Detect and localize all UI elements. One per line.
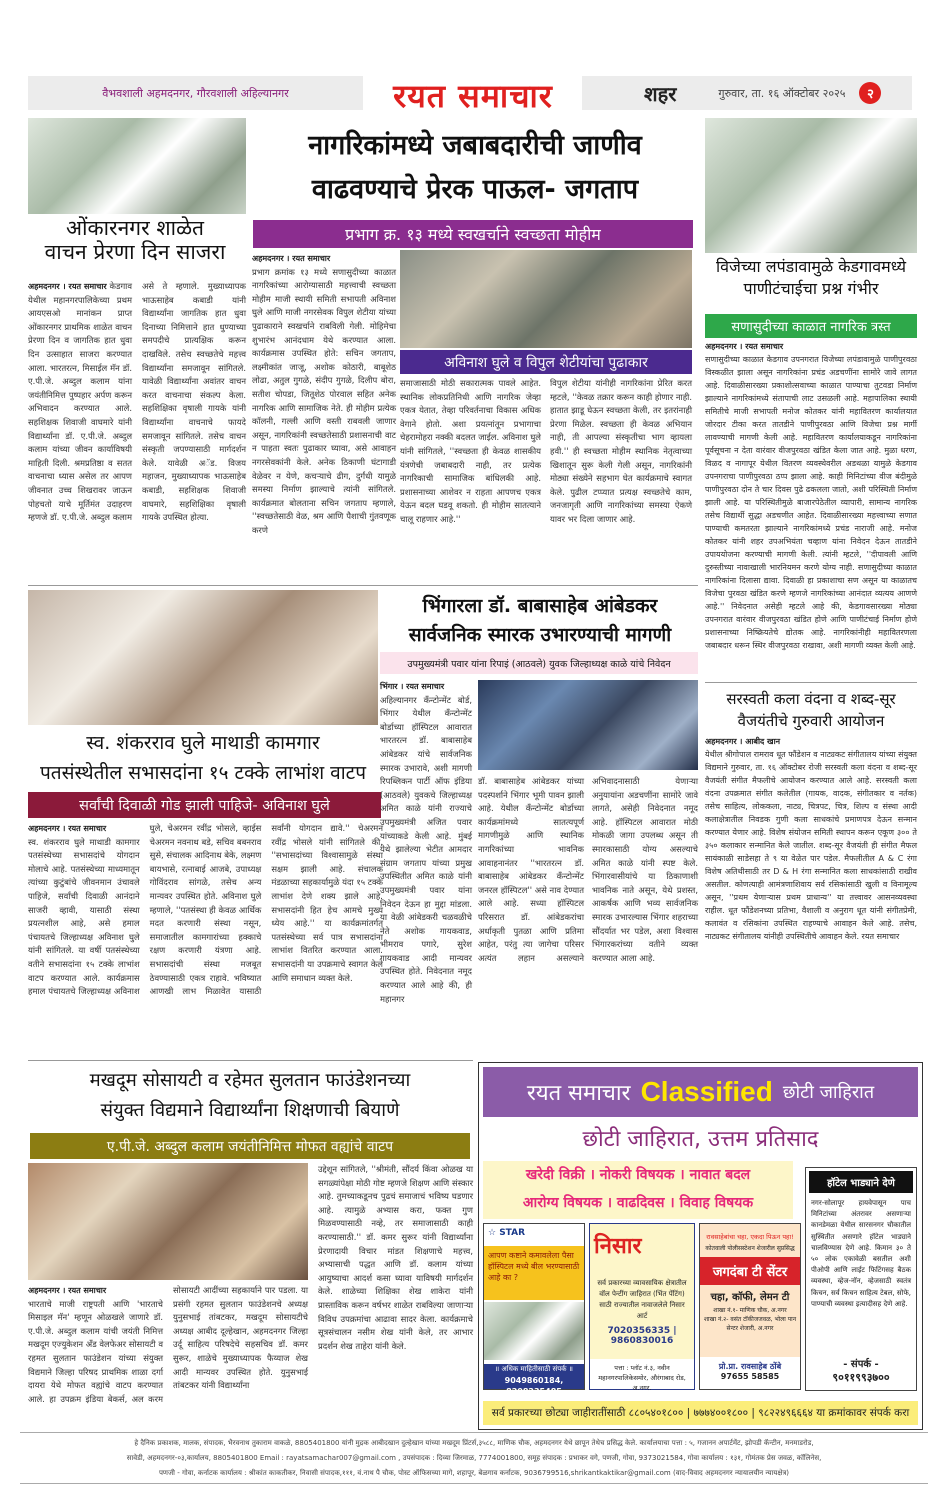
power-story-byline: अहमदनगर । रयत समाचार xyxy=(705,342,784,351)
nisar-text: सर्व प्रकारच्या व्यावसायिक क्षेत्रातील वॉल पेन्टींग जाहिरात (भिंत पेंटिंग) साठी राज्यातील नावाजलेले निसार आर्ट xyxy=(597,1279,687,1320)
classified-header xyxy=(483,1067,918,1117)
power-story-body xyxy=(705,340,917,678)
education-story-body-left xyxy=(28,1284,308,1424)
imprint-footer xyxy=(20,1432,928,1484)
ambedkar-headline-line2: सार्वजनिक स्मारक उभारण्याची मागणी xyxy=(408,624,672,646)
classified-suffix: छोटी जाहिरात xyxy=(782,1082,875,1103)
star-health-ad xyxy=(483,1223,585,1396)
education-story-byline: अहमदनगर । रयत समाचार xyxy=(28,1286,107,1295)
footer-line3: पणजी - गोवा, कर्नाटक कार्यालय : श्रीकांत काकतीकर, निवासी संपादक,१११, वं.नाथ पै चौक, पोस्ट ऑफिसच्या मागे, शहापूर, बेळगाव कर्नाटक, 9036799516,shrikantkaktikar@gmail.com (वाद-विवाद अहमदनगर न्यायालयीन न्यायक्षेत्र) xyxy=(158,1469,790,1477)
lead-story-subhead: प्रभाग क्र. १३ मध्ये स्वखर्चाने स्वच्छता मोहीम xyxy=(253,220,693,248)
lead-photo-caption: अविनाश घुले व विपुल शेटीयांचा पुढाकार xyxy=(400,350,692,374)
ambedkar-story-text-intro: अहिल्यानगर कँन्टोन्मेंट बोर्ड, भिंगार येथील कँन्टोन्मेंट बोर्डाच्या हॉस्पिटल आवारात भारतरत्न डॉ. बाबासाहेब आंबेडकर यांचे सार्वजनिक स्मारक उभारावे, अशी मागणी रिपब्लिकन पार्टी ऑफ इंडिया (आठवले) युवकचे जिल्हाध्यक्ष अमित काळे यांनी राज्याचे उपमुख्यमंत्री अजित पवार यांच्याकडे केली आहे. मुंबई येथे झालेल्या भेटीत आमदार संग्राम जगताप यांच्या प्रमुख उपस्थितीत अमित काळे यांनी उपमुख्यमंत्री पवार यांना निवेदन देऊन हा मुद्दा मांडला. या वेळी आंबेडकरी चळवळीचे नेते अशोक गायकवाड, भीमराव पगारे, सुरेश गायकवाड आदी मान्यवर उपस्थित होते. निवेदनात नमूद करण्यात आले आहे की, ही महानगर xyxy=(380,694,472,1004)
jagdamba-top-line: रावसाहेबांचा चहा, एकदा पिऊन पहा! xyxy=(706,1233,794,1241)
lead-headline-line2: वाढवण्याचे प्रेरक पाऊल- जगताप xyxy=(311,174,639,205)
jagdamba-owner: प्रो.प्रा. रावसाहेब ठोंबे xyxy=(718,1362,782,1371)
hotel-ad-title: हॉटेल भाड्याने देणे xyxy=(809,1171,913,1193)
nisar-art-ad xyxy=(589,1223,695,1390)
star-brand: STAR xyxy=(499,1228,526,1238)
divider xyxy=(28,585,698,586)
nisar-brand: निसार xyxy=(594,1234,642,1259)
arts-headline-line2: वैजयंतीचे गुरुवारी आयोजन xyxy=(737,712,885,730)
jagdamba-products: चहा, कॉफी, लेमन टी xyxy=(710,1292,790,1303)
school-story-headline xyxy=(22,216,248,264)
jagdamba-branch2: शाखा नं.२- वसंत टॉकीजजवळ, भोला पान सेन्टर शेजारी, अ.नगर xyxy=(703,1316,797,1332)
education-headline-line2: संयुक्त विद्यमाने विद्यार्थ्यांना शिक्षणाची बियाणे xyxy=(100,1100,400,1121)
category-marriage: विवाह विषयक xyxy=(679,1195,754,1211)
cleanliness-drive-photo xyxy=(400,250,692,348)
lead-story-col1 xyxy=(252,252,396,587)
mathadi-headline-line1: स्व. शंकरराव घुले माथाडी कामगार xyxy=(86,732,320,754)
star-health-contact xyxy=(484,1364,584,1396)
divider xyxy=(28,1060,473,1061)
education-story-subhead: ए.पी.जे. अब्दुल कलाम जयंतीनिमित्त मोफत वह्यांचे वाटप xyxy=(30,1133,470,1159)
notebook-distribution-photo xyxy=(28,1163,308,1280)
category-row-1: खरेदी विक्री । नोकरी विषयक । नावात बदल xyxy=(525,1167,751,1183)
lead-story-col2: समाजासाठी मोठी सकारात्मक पावले आहेत. स्थानिक लोकप्रतिनिधी आणि नागरिक जेव्हा एकत्र येतात, तेव्हा परिवर्तनाचा विकास अधिक वेगाने होतो. अशा प्रयत्नांतून प्रभागाचा चेहरामोहरा नक्की बदलत जाईल. अविनाश घुले यांनी सांगितले, ''स्वच्छता ही केवळ शासकीय यंत्रणेची जबाबदारी नाही, तर प्रत्येक नागरिकाची सामाजिक बांधिलकी आहे. प्रशासनाच्या आशेवर न राहता आपणच एकत्र येऊन बदल घडवू शकतो. ही मोहीम सातत्याने चालू राहणार आहे.'' xyxy=(400,378,541,524)
hotel-contact-label: - संपर्क - xyxy=(843,1359,879,1370)
hotel-rent-ad xyxy=(805,1167,917,1391)
lead-headline-line1: नागरिकांमध्ये जबाबदारीची जाणीव xyxy=(308,130,642,161)
category-buy-sell: खरेदी विक्री xyxy=(525,1167,585,1183)
power-memorandum-photo xyxy=(705,118,917,253)
lead-story-col3: विपुल शेटीया यांनीही नागरिकांना प्रेरित करत म्हटले, ''केवळ तक्रार करून काही होणार नाही. हातात झाडू घेऊन स्वच्छता केली, तर इतरांनाही प्रेरणा मिळेल. स्वच्छता ही केवळ अभियान नाही, ती आपल्या संस्कृतीचा भाग व्हायला हवी.'' ही स्वच्छता मोहीम स्थानिक नेतृत्वाच्या खिशातून सुरू केली गेली असून, नागरिकांनी मोठ्या संख्येने सहभाग घेत कार्यक्रमाचे स्वागत केले. पुढील टप्प्यात प्रत्यक्ष स्वच्छतेचे काम, जनजागृती आणि नागरिकांच्या समस्या ऐकणे यावर भर दिला जाणार आहे. xyxy=(550,378,692,524)
mathadi-story-byline: अहमदनगर । रयत समाचार xyxy=(28,824,107,833)
classified-section xyxy=(478,1062,923,1430)
hotel-phone: ९०११९९३७०० xyxy=(832,1371,890,1384)
section-name: शहर xyxy=(644,81,677,106)
masthead-right xyxy=(582,76,912,110)
lead-story-headline xyxy=(250,124,700,212)
star-phones: 9049860184, 8208235485 xyxy=(504,1376,564,1396)
masthead-tagline: वैभवशाली अहमदनगर, गौरवशाली अहिल्यानगर xyxy=(28,76,363,110)
star-health-logo: ☆ STAR xyxy=(488,1228,526,1238)
arts-headline-line1: सरस्वती कला वंदना व शब्द-सूर xyxy=(726,690,896,708)
doctor-photo xyxy=(484,1302,584,1360)
footer-line1: हे दैनिक प्रकाशक, मालक, संपादक, भैरवनाथ तुकाराम वाकळे, 8805401800 यांनी मुद्रक आबीदखान दुल्हेखान यांच्या मखदूम प्रिंटर्स,३५८८, माणिक चौक, अहमदनगर येथे छापून तेथेच प्रसिद्ध केले. कार्यालयाचा पत्ता : ५, गजानन अपार्टमेंट, झोपडी कॅन्टीन, मनमाडरोड, xyxy=(134,1439,814,1447)
mathadi-story-text: स्व. शंकरराव घुले माथाडी कामगार पतसंस्थेच्या सभासदांचे योगदान मोलाचे आहे. पतसंस्थेच्या माध्यमातून त्यांच्या कुटुंबांचे जीवनमान उंचावले पाहिजे, सर्वांची दिवाळी आनंदाने साजरी व्हावी, यासाठी संस्था प्रयत्नशील आहे, असे हमाल पंचायतचे जिल्हाध्यक्ष अविनाश घुले यांनी सांगितले. या वर्षी पतसंस्थेच्या वतीने सभासदांना १५ टक्के लाभांश वाटप करण्यात आले. कार्यक्रमास हमाल पंचायतचे जिल्हाध्यक्ष अविनाश घुले, चेअरमन रवींद्र भोसले, व्हाईस चेअरमन नवनाथ बडे, सचिव बबनराव सुसे, संचालक आदिनाथ बेके, लक्ष्मण बायभासे, रत्नाबाई आजबे, उपाध्यक्ष गोविंदराव सांगळे, तसेच अन्य मान्यवर उपस्थित होते. अविनाश घुले म्हणाले, ''पतसंस्था ही केवळ आर्थिक मदत करणारी संस्था नसून, समाजातील कामगारांच्या हक्काचे रक्षण करणारी यंत्रणा आहे. सभासदांची संस्था मजबूत ठेवण्यासाठी एकत्र राहावे. भविष्यात आणखी लाभ मिळावेत यासाठी सर्वांनी योगदान द्यावे.'' चेअरमन रवींद्र भोसले यांनी सांगितले की, ''सभासदांच्या विश्वासामुळे संस्था सक्षम झाली आहे. संचालक मंडळाच्या सहकार्यामुळे यंदा १५ टक्के लाभांश देणे शक्य झाले आहे. सभासदांनी हित हेच आमचे मुख्य ध्येय आहे.'' या कार्यक्रमांतर्गत पतसंस्थेच्या सर्व पात्र सभासदांना लाभांश वितरित करण्यात आला. सभासदांनी या उपक्रमाचे स्वागत केले आणि समाधान व्यक्त केले. xyxy=(28,823,383,997)
education-story-text-col1: भारताचे माजी राष्ट्रपती आणि 'भारताचे मिसाइल मॅन' म्हणून ओळखले जाणारे डॉ. ए.पी.जे. अब्दुल कलाम यांची जयंती निमित्त मखदूम एज्युकेशन अँड वेलफेअर सोसायटी व रहमत सुलतान फाउंडेशन यांच्या संयुक्त विद्यमाने जिल्हा परिषद प्राथमिक शाळा दर्गा दायरा येथे मोफत वह्यांचे वाटप करण्यात आले. हा उपक्रम इंडिया बेकर्स, अल करम सोसायटी आदींच्या सहकार्याने पार पडला. या प्रसंगी रहमत सुलतान फाउंडेशनचे अध्यक्ष युनुसभाई तांबटकर, मखदूम सोसायटीचे अध्यक्ष आबीद दूल्हेखान, अहमदनगर जिल्हा उर्दू साहित्य परिषदेचे सहसचिव डॉ. कमर सुरूर, शाळेचे मुख्याध्यापक फैय्याज शेख आदी मान्यवर उपस्थित होते. युनुसभाई तांबटकर यांनी विद्यार्थ्यांना xyxy=(28,1285,308,1404)
jagdamba-brand: जगदंबा टी सेंटर xyxy=(700,1257,800,1285)
school-headline-line2: वाचन प्रेरणा दिन साजरा xyxy=(44,240,226,265)
school-reading-photo xyxy=(28,118,246,214)
jagdamba-sub-line: कोतवाली पोलीसस्टेशन शेजारील सुप्रसिद्ध xyxy=(705,1245,795,1252)
ambedkar-headline-line1: भिंगारला डॉ. बाबासाहेब आंबेडकर xyxy=(422,595,658,617)
page-number-badge: २ xyxy=(859,82,881,104)
power-story-text: सणासुदीच्या काळात केडगाव उपनगरात विजेच्या लपंडावामुळे पाणीपुरवठा विस्कळीत झाला असून नागरिकांना प्रचंड अडचणींना सामोरे जावे लागत आहे. दिवाळीसारख्या प्रकाशोत्सवाच्या काळात पाण्याचा तुटवडा निर्माण झाल्याने नागरिकांमध्ये संतापाची लाट उसळली आहे. महापालिका स्थायी समितीचे माजी सभापती मनोज कोतकर यांनी महावितरण कार्यालयात जोरदार टीका करत तातडीने पाणीपुरवठा आणि विजेचा प्रश्न मार्गी लावण्याची मागणी केली आहे. महावितरण कार्यालयाकडून नागरिकांना पूर्वसूचना न देता वारंवार वीजपुरवठा खंडित केला जात आहे. मुळा धरण, विळद व नागापूर येथील वितरण व्यवस्थेवरील अडथळा यामुळे केडगाव उपनगराचा पाणीपुरवठा ठप्प झाला आहे. काही मिनिटांच्या वीज बंदीमुळे पाणीपुरवठा दोन ते चार दिवस पुढे ढकलला जातो, अशी परिस्थिती निर्माण झाली आहे. या परिस्थितीमुळे बाजारपेठेतील व्यापारी, सामान्य नागरिक तसेच विद्यार्थी सुद्धा अडचणीत आहेत. दिवाळीसारख्या महत्त्वाच्या सणात पाण्याची कमतरता झाल्याने नागरिकांमध्ये प्रचंड नाराजी आहे. मनोज कोतकर यांनी शहर उपअभियंता चव्हाण यांना निवेदन देऊन तातडीने उपाययोजना करण्याची मागणी केली. त्यांनी म्हटले, ''दीपावली आणि दुरुस्तीच्या नावाखाली भारनियमन करणे योग्य नाही. सणासुदीच्या काळात नागरिकांना दिलासा द्यावा. दिवाळी हा प्रकाशाचा सण असून या काळातच विजेचा पुरवठा खंडित करणे म्हणजे नागरिकांच्या आनंदात व्यत्यय आणणे आहे.'' निवेदनात असेही म्हटले आहे की, केडगावसारख्या मोठ्या उपनगरात वारंवार वीजपुरवठा खंडित होणे आणि पाणीटंचाई निर्माण होणे प्रशासनाच्या निष्क्रियतेचे द्योतक आहे. नागरिकांनीही महावितरणला जबाबदार धरून स्थिर वीजपुरवठा राखावा, अशी मागणी व्यक्त केली आहे. xyxy=(705,355,917,650)
classified-categories xyxy=(483,1161,793,1219)
star-contact-label: ॥ अधिक माहितीसाठी संपर्क ॥ xyxy=(495,1365,573,1373)
power-headline-line1: विजेच्या लपंडावामुळे केडगावमध्ये xyxy=(715,257,906,276)
mathadi-story-subhead: सर्वांची दिवाळी गोड झाली पाहिजे- अविनाश घुले xyxy=(28,792,381,818)
arts-story-body xyxy=(705,735,917,1057)
footer-line2: सावेडी, अहमदनगर-०३,कार्यालय, 8805401800 Email : rayatsamachar007@gmail.com , उपसंपादक : दिव्या जिरमाळ, 7774001800, समूह संपादक : प्रभाकर वगे, पणजी, गोवा, 9373021584, गोवा कार्यालय : १३१, गोमंतक प्रेस जवळ, कॉलिनेस, xyxy=(126,1454,822,1462)
classified-english-title: Classified xyxy=(640,1076,773,1107)
dividend-ceremony-photo xyxy=(28,590,378,725)
arts-story-byline: अहमदनगर । आबीद खान xyxy=(705,737,781,746)
ambedkar-story-subhead: उपमुख्यमंत्री पवार यांना रिपाइं (आठवले) युवक जिल्हाध्यक्ष काळे यांचे निवेदन xyxy=(380,652,698,674)
education-story-headline xyxy=(20,1066,480,1126)
mathadi-headline-line2: पतसंस्थेतील सभासदांना १५ टक्के लाभांश वाटप xyxy=(39,762,367,784)
arts-story-headline xyxy=(700,688,922,732)
classified-contact-bar: सर्व प्रकारच्या छोट्या जाहीरातींसाठी ८८०५४०१८०० | ७७७४००१८०० | ९८२२४९६६६४ या क्रमांकावर संपर्क करा xyxy=(483,1401,918,1425)
jagdamba-branch1: शाखा नं.१- माणिक चौक, अ.नगर xyxy=(713,1307,787,1314)
school-headline-line1: ओंकारनगर शाळेत xyxy=(65,216,204,240)
nisar-logo xyxy=(590,1224,694,1278)
category-birthday: वाढदिवस xyxy=(616,1195,665,1211)
jagdamba-contact xyxy=(700,1357,800,1389)
star-health-text: आपण कष्टाने कमावलेला पैसा हॉस्पिटल मध्ये बील भरण्यासाठी आहे का ? xyxy=(484,1246,584,1300)
arts-story-text: येथील श्रीगोपाल रामराव धूत फौंडेशन व नाट्यकट संगीतालय यांच्या संयुक्त विद्यमाने गुरुवार, ता. १६ ऑक्टोबर रोजी सरस्वती कला वंदना व शब्द-सूर वैजयंती संगीत मैफलीचे आयोजन करण्यात आले आहे. सरस्वती कला वंदना उपक्रमात संगीत कलेतील (गायक, वादक, संगीतकार व नर्तक) तसेच साहित्य, लोककला, नाट्य, चित्रपट, चित्र, शिल्प व संस्था आदी कलाक्षेत्रातील निवडक गुणी कला साधकांचे प्रमाणपत्र देऊन सन्मान करण्यात येणार आहे. विशेष संयोजन समिती स्थापन करून एकूण ३०० ते ३५० कलाकार सन्मानित केले जातील. शब्द-सूर वैजयंती ही संगीत मैफल सायंकाळी साडेसहा ते ९ या वेळेत पार पडेल. मैफलीतील A & C रंगा विशेष अतिथीसाठी तर D & H रंगा सन्मानित कला साधकांसाठी राखीव असतील. कोणत्याही आमंत्रणाशिवाय सर्व रसिकांसाठी खुली व विनामूल्य असून, ''प्रथम येणाऱ्यास प्रथम प्राधान्य'' या तत्त्वावर आसनव्यवस्था राहील. धूत फौंडेशनच्या प्रतिभा, वैशाली व अनुराग धूत यांनी संगीतप्रेमी, कलावंत व रसिकांना उपस्थित राहण्याचे आवाहन केले आहे. तसेच, नाट्यकट संगीतालय यांनीही उपस्थितीचे आवाहन केले. रयत समाचार xyxy=(705,750,917,941)
ambedkar-story-body: डॉ. बाबासाहेब आंबेडकर यांच्या पदस्पर्शाने भिंगार भूमी पावन झाली आहे. येथील कँन्टोन्मेंट बोर्डाच्या कार्यक्रमांमध्ये सातत्यपूर्ण मागणीमुळे आणि स्थानिक नागरिकांच्या भावनिक आवाहनानंतर ''भारतरत्न डॉ. बाबासाहेब आंबेडकर कँन्टोन्मेंट जनरल हॉस्पिटल'' असे नाव देण्यात आले आहे. सध्या हॉस्पिटल परिसरात डॉ. आंबेडकरांचा अर्धाकृती पुतळा आणि प्रतिमा आहेत, परंतु त्या जागेचा परिसर अत्यंत लहान असल्याने अभिवादनासाठी येणाऱ्या अनुयायांना अडचणींना सामोरे जावे लागते, असेही निवेदनात नमूद आहे. हॉस्पिटल आवारात मोठी मोकळी जागा उपलब्ध असून ती स्मारकासाठी योग्य असल्याचे अमित काळे यांनी स्पष्ट केले. भिंगारवासीयांचे या ठिकाणाशी भावनिक नाते असून, येथे प्रशस्त, आकर्षक आणि भव्य सार्वजनिक स्मारक उभारल्यास भिंगार शहराच्या सौंदर्यात भर पडेल, अशा विश्वास भिंगारकरांच्या वतीने व्यक्त करण्यात आला आहे. xyxy=(478,776,698,963)
category-health: आरोग्य विषयक xyxy=(522,1195,602,1211)
mathadi-story-headline xyxy=(22,728,384,788)
classified-brand: रयत समाचार xyxy=(526,1081,631,1106)
power-story-headline xyxy=(700,256,922,300)
school-story-body xyxy=(28,280,246,580)
lead-story-byline: अहमदनगर । रयत समाचार xyxy=(252,254,331,263)
memorandum-submission-photo xyxy=(478,680,698,770)
hotel-ad-text: नगर-सोलापूर हायवेपासून पाच मिनिटांच्या अंतरावर असणाऱ्या कानडेमळा येथील सारसनगर चौकातील सुस्थितीत असणारे हॉटेल भाड्याने चालविण्यास देणे आहे. किमान ३० ते ५० लोक एकावेळी बसतील अशी पीओपी आणि लाईट फिटिंगसह बैठक व्यवस्था, व्हेज-नॉन, व्हेजसाठी स्वतंत्र किचन, सर्व किचन साहित्य टेबल, सोफे, पाण्याची व्यवस्था इत्यादीसह देणे आहे. xyxy=(811,1199,911,1308)
ambedkar-story-byline: भिंगार । रयत समाचार xyxy=(380,682,445,691)
jagdamba-phone: 97655 58585 xyxy=(720,1372,780,1381)
nisar-phones: 7020356335 | 9860830016 xyxy=(607,1326,677,1346)
classified-tagline: छोटी जाहिरात, उत्तम प्रतिसाद xyxy=(582,1127,819,1152)
mathadi-story-body xyxy=(28,822,383,1054)
power-headline-line2: पाणीटंचाईचा प्रश्न गंभीर xyxy=(743,279,879,298)
jagdamba-tea-ad xyxy=(699,1223,801,1390)
lead-story-text-col1: प्रभाग क्रमांक १३ मध्ये सणासुदीच्या काळात नागरिकांच्या आरोग्यासाठी महत्त्वाची स्वच्छता मोहीम माजी स्थायी समिती सभापती अविनाश घुले आणि माजी नगरसेवक विपुल शेटीया यांच्या पुढाकाराने स्वखर्चाने राबविली गेली. मोहिमेचा शुभारंभ आनंदधाम येथे करण्यात आला. कार्यक्रमास उपस्थित होते: सचिन जगताप, लक्ष्मीकांत जाजू, अशोक कोठारी, बाबूशेठ लोढा, अतुल गुगळे, संदीप गुगळे, दिलीप बोरा, सतीश चोपडा, जितूशेठ पोरवाल सहित अनेक नागरिक आणि सामाजिक नेते. ही मोहीम प्रत्येक कॉलनी, गल्ली आणि वस्ती राबवली जाणार असून, नागरिकांनी स्वच्छतेसाठी प्रशासनाची वाट न पाहता स्वतः पुढाकार घ्यावा, असे आवाहन नगरसेवकांनी केले. अनेक ठिकाणी घंटागाडी वेळेवर न येणे, कचऱ्याचे ढीग, दुर्गंधी यामुळे समस्या निर्माण झाल्याचे त्यांनी सांगितले. कार्यक्रमात बोलताना सचिन जगताप म्हणाले, ''स्वच्छतेसाठी वेळ, श्रम आणि पैशाची गुंतवणूक करणे xyxy=(252,266,396,535)
category-name-change: नावात बदल xyxy=(689,1167,751,1183)
divider xyxy=(705,682,917,683)
category-row-2: आरोग्य विषयक । वाढदिवस । विवाह विषयक xyxy=(522,1195,754,1211)
ambedkar-story-headline xyxy=(380,592,700,650)
education-headline-line1: मखदूम सोसायटी व रहेमत सुलतान फाउंडेशनच्या xyxy=(89,1070,411,1091)
ambedkar-story-intro xyxy=(380,680,472,1056)
newspaper-title: रयत समाचार xyxy=(393,76,553,115)
power-story-subhead: सणासुदीच्या काळात नागरिक त्रस्त xyxy=(705,314,917,338)
school-story-byline: अहमदनगर । रयत समाचार xyxy=(28,282,107,291)
education-story-body-right: उद्देशून सांगितले, ''श्रीमंती, सौंदर्य किंवा ओळख या सगळ्यांपेक्षा मोठी गोष्ट म्हणजे शिक्षण आणि संस्कार आहे. तुमच्याकडूनच पुढचं समाजाचं भविष्य घडणार आहे. त्यामुळे अभ्यास करा, फक्त गुण मिळवण्यासाठी नव्हे, तर समाजासाठी काही करण्यासाठी.'' डॉ. कमर सुरूर यांनी विद्यार्थ्यांना प्रेरणादायी विचार मांडत शिक्षणाचे महत्त्व, अभ्यासाची पद्धत आणि डॉ. कलाम यांच्या आयुष्याचा आदर्श कसा घ्यावा याविषयी मार्गदर्शन केले. शाळेच्या शिक्षिका शेख शाकेरा यांनी प्रास्ताविक करून वर्षभर शाळेत राबविल्या जाणाऱ्या विविध उपक्रमांचा आढावा सादर केला. कार्यक्रमाचे सूत्रसंचालन नसीम शेख यांनी केले, तर आभार प्रदर्शन शेख ताहेरा यांनी केले. xyxy=(318,1164,473,1351)
category-jobs: नोकरी विषयक xyxy=(599,1167,675,1183)
nisar-address: पत्ता : प्लॉट नं.३, नवीन महानगरपालिकेसमोर, औरंगाबाद रोड, अ.नगर. xyxy=(590,1359,694,1389)
dateline: गुरुवार, ता. १६ ऑक्टोबर २०२५ xyxy=(718,86,846,100)
school-story-text: केडगाव येथील महानगरपालिकेच्या प्रथम आयएसओ मानांकन प्राप्त ओंकारनगर प्राथमिक शाळेत वाचन प्रेरणा दिन व जागतिक हात धुवा दिन उत्साहात साजरा करण्यात आला. भारतरत्न, मिसाईल मॅन डॉ. ए.पी.जे. अब्दुल कलाम यांना जयंतीनिमित्त पुष्पहार अर्पण करून अभिवादन करण्यात आले. सहशिक्षक शिवाजी वाघमारे यांनी विद्यार्थ्यांना डॉ. ए.पी.जे. अब्दुल कलाम यांच्या जीवन कार्याविषयी माहिती दिली. श्रमप्रतिष्ठा व सतत वाचनाचा ध्यास असेल तर आपण जीवनात उच्च शिखरावर जाऊन पोहचतो याचे मूर्तिमंत उदाहरण म्हणजे डॉ. ए.पी.जे. अब्दुल कलाम असे ते म्हणाले. मुख्याध्यापक भाऊसाहेब कबाडी यांनी विद्यार्थ्यांना जागतिक हात धुवा दिनाच्या निमित्ताने हात धुण्याच्या समपदीचे प्रात्यक्षिक करून दाखविले. तसेच स्वच्छतेचे महत्त्व विद्यार्थ्यांना समजावून सांगितले. यावेळी विद्यार्थ्यांना अवांतर वाचन करत वाचनाचा संकल्प केला. सहशिक्षिका वृषाली गायके यांनी विद्यार्थ्यांना वाचनाचे फायदे समजावून सांगितले. तसेच वाचन संस्कृती जपण्यासाठी मार्गदर्शन केले. यावेळी अॅड. विजय महाजन, मुख्याध्यापक भाऊसाहेब कबाडी, सहशिक्षक शिवाजी वाघमारे, सहशिक्षिका वृषाली गायके उपस्थित होत्या. xyxy=(28,281,246,523)
